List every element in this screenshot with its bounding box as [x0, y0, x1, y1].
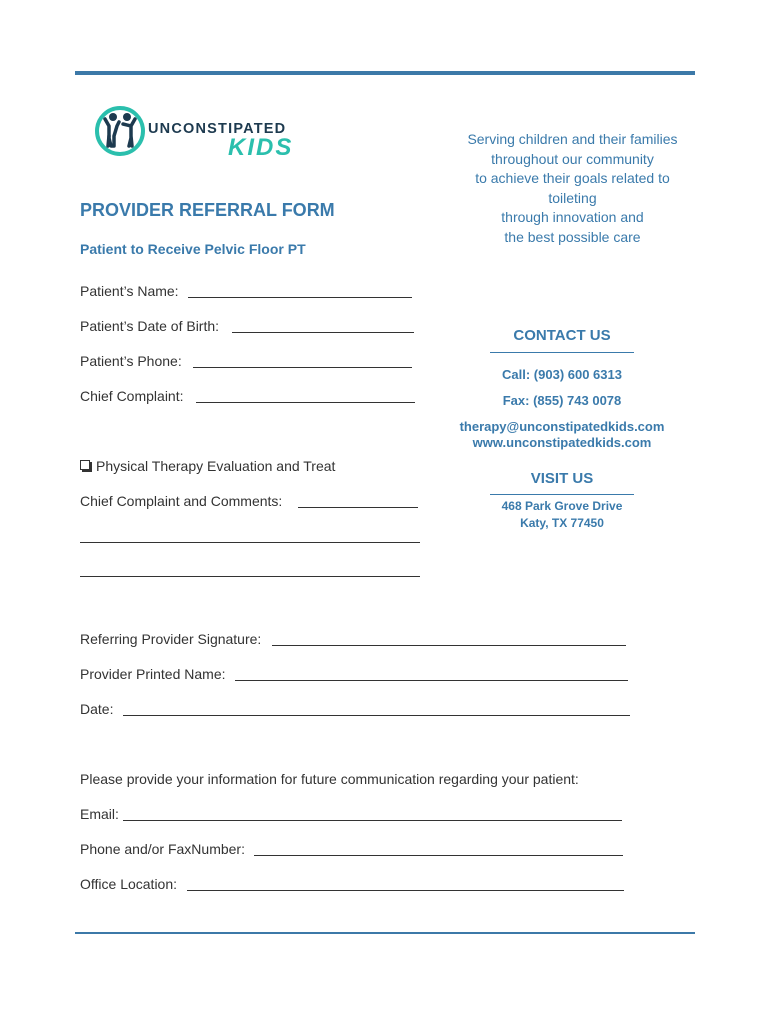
form-subtitle: Patient to Receive Pelvic Floor PT: [80, 241, 306, 257]
printed-name-label: Provider Printed Name:: [80, 666, 226, 682]
phone-fax-label: Phone and/or FaxNumber:: [80, 841, 245, 857]
mission-line: to achieve their goals related to: [475, 170, 670, 186]
printed-name-field[interactable]: [235, 680, 628, 681]
contact-heading: CONTACT US: [513, 327, 611, 344]
patient-phone-field[interactable]: [193, 367, 412, 368]
mission-statement: [450, 130, 695, 247]
comments-field-line-3[interactable]: [80, 576, 420, 577]
comments-label: Chief Complaint and Comments:: [80, 493, 283, 509]
logo-wordmark-top: UNCONSTIPATED: [148, 121, 287, 137]
email-label: Email:: [80, 806, 119, 822]
patient-name-label: Patient’s Name:: [80, 283, 179, 299]
mission-line: throughout our community: [491, 150, 654, 167]
office-location-label: Office Location:: [80, 876, 178, 892]
website-link[interactable]: www.unconstipatedkids.com: [472, 435, 652, 450]
pt-evaluation-label: Physical Therapy Evaluation and Treat: [96, 458, 336, 474]
patient-dob-label: Patient’s Date of Birth:: [80, 318, 220, 334]
future-communication-text: Please provide your information for future communication regarding your patient:: [80, 771, 579, 787]
pt-evaluation-checkbox[interactable]: [80, 460, 90, 470]
form-title: PROVIDER REFERRAL FORM: [80, 200, 335, 220]
address-line-1: 468 Park Grove Drive: [501, 499, 623, 513]
contact-divider: [490, 352, 634, 353]
date-field[interactable]: [123, 715, 630, 716]
chief-complaint-label: Chief Complaint:: [80, 388, 184, 404]
signature-label: Referring Provider Signature:: [80, 631, 262, 647]
signature-field[interactable]: [272, 645, 626, 646]
office-location-field[interactable]: [187, 890, 624, 891]
mission-line: toileting: [548, 189, 597, 206]
email-field[interactable]: [123, 820, 622, 821]
fax-number[interactable]: Fax: (855) 743 0078: [502, 393, 622, 408]
address-line-2: Katy, TX 77450: [520, 516, 604, 530]
patient-dob-field[interactable]: [232, 332, 414, 333]
call-number[interactable]: Call: (903) 600 6313: [502, 367, 622, 382]
patient-phone-label: Patient’s Phone:: [80, 353, 182, 369]
mission-line: Serving children and their families: [467, 131, 678, 147]
top-divider: [75, 71, 695, 75]
phone-fax-field[interactable]: [254, 855, 623, 856]
visit-divider: [490, 494, 634, 495]
comments-field-line-2[interactable]: [80, 542, 420, 543]
logo-wordmark-bottom: KIDS: [228, 134, 294, 161]
patient-name-field[interactable]: [188, 297, 412, 298]
mission-line: the best possible care: [504, 228, 641, 245]
contact-email-link[interactable]: therapy@unconstipatedkids.com: [459, 419, 665, 434]
date-label: Date:: [80, 701, 114, 717]
bottom-divider: [75, 932, 695, 934]
chief-complaint-field[interactable]: [196, 402, 415, 403]
comments-field-line-1[interactable]: [298, 507, 418, 508]
visit-heading: VISIT US: [530, 470, 594, 487]
mission-line: through innovation and: [501, 209, 644, 225]
